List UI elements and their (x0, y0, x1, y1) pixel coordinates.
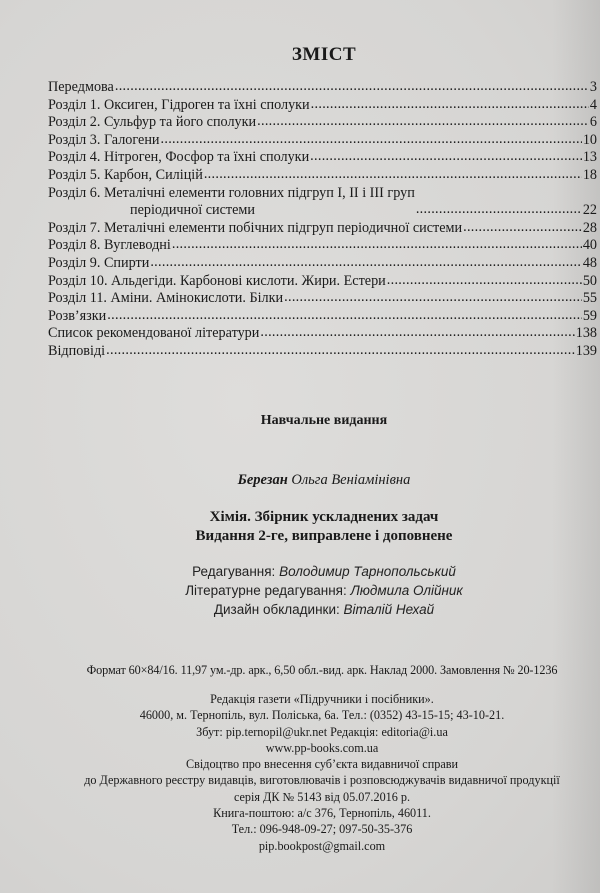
author-given-names: Ольга Веніамінівна (291, 472, 411, 488)
dot-leader (311, 96, 589, 114)
toc-entry (48, 79, 597, 97)
mail-order-email: pip.bookpost@gmail.com (258, 838, 386, 853)
toc-entry-label-continuation: періодичної системи (130, 202, 255, 219)
credit-role: Дизайн обкладинки: (213, 602, 340, 618)
mail-order-address: Книга-поштою: а/с 376, Тернопіль, 46011. (213, 806, 431, 821)
dot-leader (257, 113, 589, 131)
edition-type: Навчальне видання (260, 413, 388, 428)
toc-entry-label: Розділ 9. Спирти (48, 254, 150, 271)
toc-entry-page: 139 (575, 342, 597, 359)
toc-entry-page: 48 (582, 254, 597, 271)
toc-entry-label: Розділ 6. Металічні елементи головних підгруп I, II і III груп (48, 184, 415, 201)
credit-line (24, 600, 600, 619)
toc-entry (48, 325, 597, 343)
toc-entry-page: 13 (582, 149, 597, 166)
book-title-block (24, 508, 600, 546)
publisher-website: www.pp-books.com.ua (265, 740, 379, 755)
toc-entry-label: Список рекомендованої літератури (48, 325, 260, 342)
table-of-contents (48, 79, 597, 361)
toc-entry (48, 255, 597, 273)
credit-person: Людмила Олійник (350, 583, 463, 599)
credits (24, 562, 600, 620)
toc-entry-page: 28 (582, 219, 597, 236)
author-surname: Березан (237, 472, 288, 488)
toc-entry-page: 22 (582, 202, 597, 219)
toc-entry-label: Розділ 1. Оксиген, Гідроген та їхні сполуки (48, 96, 310, 113)
toc-title: ЗМІСТ (291, 44, 357, 65)
toc-entry-label: Передмова (48, 79, 114, 95)
dot-leader (284, 289, 582, 307)
credit-line (24, 562, 600, 581)
toc-entry-label: Розділ 5. Карбон, Силіцій (48, 166, 203, 183)
toc-entry-label: Відповіді (48, 342, 106, 359)
toc-entry-page: 6 (589, 114, 597, 131)
toc-entry-page: 138 (575, 325, 597, 342)
toc-entry (48, 167, 597, 185)
toc-entry-page: 10 (582, 131, 597, 148)
toc-entry-label: Розділ 11. Аміни. Амінокислоти. Білки (48, 290, 284, 307)
toc-entry (48, 237, 597, 255)
dot-leader (106, 342, 575, 360)
toc-entry (48, 114, 597, 132)
dot-leader (387, 272, 582, 290)
toc-entry-page: 4 (589, 96, 597, 113)
toc-entry-label: Розділ 8. Вуглеводні (48, 237, 171, 254)
toc-entry (48, 343, 597, 361)
toc-entry-page: 18 (582, 166, 597, 183)
toc-entry-label: Розділ 10. Альдегіди. Карбонові кислоти. Жири. Естери (48, 272, 386, 289)
publisher-address: 46000, м. Тернопіль, вул. Поліська, 6а. Тел.: (0352) 43-15-15; 43-10-21. (139, 708, 505, 723)
dot-leader (416, 201, 582, 219)
dot-leader (172, 236, 582, 254)
toc-entry (48, 97, 597, 115)
dot-leader (161, 131, 582, 149)
toc-entry (48, 290, 597, 308)
toc-entry-label: Розв’язки (48, 307, 107, 324)
toc-entry-page: 3 (589, 79, 597, 95)
certificate-series: серія ДК № 5143 від 05.07.2016 р. (233, 789, 411, 804)
toc-entry-label: Розділ 7. Металічні елементи побічних підгруп періодичної системи (48, 219, 463, 236)
toc-entry-page: 50 (582, 272, 597, 289)
publisher-name: Редакція газети «Підручники і посібники». (210, 692, 434, 706)
toc-entry-label: Розділ 4. Нітроген, Фосфор та їхні сполуки (48, 149, 310, 166)
dot-leader (260, 324, 574, 342)
toc-entry-label-multiline (48, 185, 415, 220)
dot-leader (463, 219, 582, 237)
author-name (24, 472, 600, 489)
dot-leader (150, 254, 582, 272)
dot-leader (204, 166, 582, 184)
publisher-emails: Збут: pip.ternopil@ukr.net Редакція: editoria@i.ua (196, 724, 448, 739)
toc-entry (48, 308, 597, 326)
publisher-info (22, 691, 600, 854)
dot-leader (115, 78, 589, 96)
edition-statement: Видання 2-ге, виправлене і доповнене (195, 528, 453, 544)
toc-entry-page: 40 (582, 237, 597, 254)
toc-entry (48, 149, 597, 167)
dot-leader (107, 307, 582, 325)
toc-entry (48, 132, 597, 150)
credit-role: Літературне редагування: (185, 583, 347, 599)
toc-entry (48, 220, 597, 238)
credit-person: Володимир Тарнопольський (279, 564, 456, 579)
credit-role: Редагування: (192, 564, 276, 579)
credit-line (24, 581, 600, 600)
toc-entry-label: Розділ 3. Галогени (48, 131, 160, 148)
book-title: Хімія. Збірник ускладнених задач (209, 509, 439, 525)
toc-entry-label: Розділ 2. Сульфур та його сполуки (48, 114, 257, 131)
dot-leader (310, 148, 582, 166)
toc-entry (48, 273, 597, 291)
format-line: Формат 60×84/16. 11,97 ум.-др. арк., 6,50 обл.-вид. арк. Наклад 2000. Замовлення № 20-1236 (86, 663, 558, 677)
certificate-line-1: Свідоцтво про внесення суб’єкта видавничої справи (185, 757, 459, 772)
toc-entry-page: 55 (582, 290, 597, 307)
certificate-line-2: до Державного реєстру видавців, виготовлювачів і розповсюджувачів видавничої продукції (84, 773, 560, 788)
toc-entry (48, 185, 597, 220)
credit-person: Віталій Нехай (343, 602, 435, 618)
mail-order-phones: Тел.: 096-948-09-27; 097-50-35-376 (231, 822, 413, 837)
toc-entry-page: 59 (582, 307, 597, 324)
